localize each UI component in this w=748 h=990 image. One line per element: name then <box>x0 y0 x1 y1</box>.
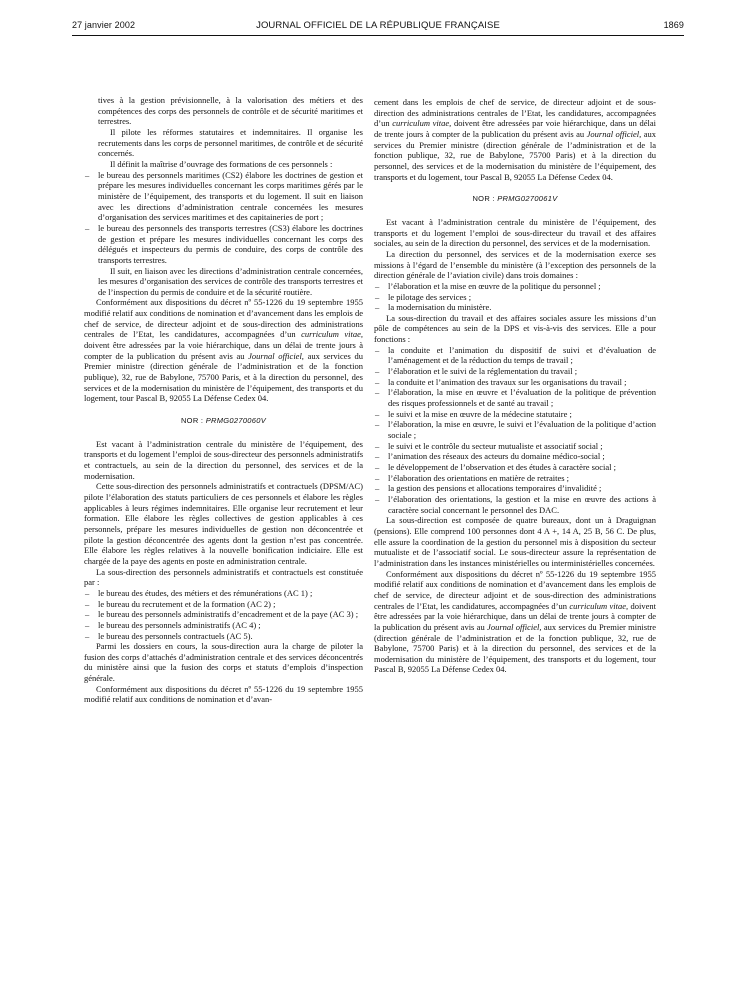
header-date: 27 janvier 2002 <box>72 20 136 30</box>
paragraph: Est vacant à l’administration centrale du ministère de l’équipement, des transports et du logement l’emploi de sous-directeur du travail et des affaires sociales, au sein de la direction du personnel, des services et de la modernisation. <box>374 216 656 249</box>
nor-reference <box>374 194 656 205</box>
list-item: – le bureau des personnels maritimes (CS2) élabore les doctrines de gestion et prépare les mesures individuelles concernant les corps maritimes gérés par le ministère de l’équipement, des transports et du logement. Il suit en liaison avec les directions d’administration centrale concernées les mesures d’organisation des services maritimes et des capitaineries de port ; <box>84 170 363 223</box>
header-rule <box>72 35 684 36</box>
list-item: – l’élaboration des orientations en matière de retraites ; <box>374 473 656 484</box>
text-run: Conformément aux dispositions du décret nº 55-1226 du 19 septembre 1955 modifié relatif aux conditions de nomination et d’avancement dans les emplois de chef de service, de directeur adjoint et de sous-direction des administrations centrales de l’Etat, les candidatures, accompagnées d’un <box>84 297 363 340</box>
text-run-italic: curriculum vitae, <box>392 118 452 129</box>
text-run: aux services du Premier ministre (direction générale de l’administration et de la fonction publique, 32, rue de Babylone, 75700 Paris) et à la direction du personnel, des services et de la modernisation du ministère de l’équipement, des transports et du logement, tour Pascal B, 92055 La Défense Cedex 04. <box>374 621 657 675</box>
text-run-italic: Journal officiel, <box>248 350 304 361</box>
text-run: doivent être adressées par la voie hiérarchique, dans un délai de trente jours à compter de la publication du présent avis au <box>374 600 657 632</box>
paragraph: La sous-direction du travail et des affaires sociales assure les missions d’un pôle de compétences au sein de la DPS et vis-à-vis des services. Elle a pour fonctions : <box>374 312 656 345</box>
paragraph: Il définit la maîtrise d’ouvrage des formations de ces personnels : <box>110 158 333 169</box>
list-item: – l’élaboration, la mise en œuvre et l’évaluation de la politique de prévention des risques professionnels et de santé au travail ; <box>374 387 656 408</box>
list-item: – le bureau des personnels administratifs d’encadrement et de la paye (AC 3) ; <box>84 609 363 620</box>
left-column <box>84 95 363 705</box>
text-run-italic: Journal officiel, <box>586 128 642 139</box>
list-item: – l’élaboration et la mise en œuvre de la politique du personnel ; <box>374 281 656 292</box>
header-page-number: 1869 <box>663 20 684 30</box>
nor-code: PRMG0270061V <box>497 194 558 204</box>
nor-label: NOR : <box>180 416 204 426</box>
paragraph: Cette sous-direction des personnels administratifs et contractuels (DPSM/AC) pilote l’élaboration des statuts particuliers de ces personnels et élabore les règles applicables à leurs régimes indemnitaires. Elle organise leur recrutement et leur formation. Elle élabore les règles collectives de gestion applicables à ces personnels, prépare les mesures individuelles de gestion non déconcentrée et pilote la gestion déconcentrée des agents dont la gestion n’est pas concentrée. Elle élabore les règles relatives à la nouvelle bonification indiciaire. Elle est chargée de la paye des agents en poste en administration centrale. <box>84 481 363 566</box>
paragraph <box>84 297 363 404</box>
right-column <box>374 97 656 675</box>
header-title: JOURNAL OFFICIEL DE LA RÉPUBLIQUE FRANÇAISE <box>256 20 500 31</box>
text-run-italic: curriculum vitae, <box>569 600 629 611</box>
text-run: doivent être adressées par voie hiérarchique, dans un délai de trente jours à compter de la publication du présent avis au <box>374 118 657 139</box>
nor-label: NOR : <box>472 194 495 204</box>
list-item: – le pilotage des services ; <box>374 292 656 303</box>
list-item: – l’élaboration, la mise en œuvre, le suivi et l’évaluation de la politique d’action sociale ; <box>374 419 656 440</box>
paragraph: La direction du personnel, des services et de la modernisation exerce ses missions à l’égard de l’ensemble du ministère (à l’exception des personnels de la direction générale de l’aviation civile) dans trois domaines : <box>374 248 656 281</box>
paragraph <box>374 569 656 676</box>
list-item: – la conduite et l’animation du dispositif de suivi et d’évaluation de l’aménagement et de la réduction du temps de travail ; <box>374 345 656 366</box>
list-item: – l’animation des réseaux des acteurs du domaine médico-social ; <box>374 451 656 462</box>
paragraph: Parmi les dossiers en cours, la sous-direction aura la charge de piloter la fusion des corps d’attachés d’administration centrale et des services déconcentrés du ministère ainsi que la fusion des corps et statuts d’emplois d’inspection générale. <box>84 641 363 684</box>
paragraph: tives à la gestion prévisionnelle, à la valorisation des métiers et des compétences des corps des personnels de contrôle et de sécurité maritimes et terrestres. <box>98 95 363 127</box>
paragraph: La sous-direction est composée de quatre bureaux, dont un à Draguignan (pensions). Elle comprend 100 personnes dont 4 A +, 14 A, 25 B, 56 C. De plus, elle assure la coordination de la gestion du personnel mis à disposition du secteur mutualiste et de l’associatif social. Le sous-directeur assure la représentation de l’administration dans les instances ministérielles ou interministérielles concernées. <box>374 515 656 568</box>
paragraph: Conformément aux dispositions du décret nº 55-1226 du 19 septembre 1955 modifié relatif aux conditions de nomination et d’avan- <box>84 683 363 705</box>
paragraph <box>374 97 656 182</box>
list-item: – la conduite et l’animation des travaux sur les organisations du travail ; <box>374 377 656 388</box>
text-run-italic: Journal officiel, <box>487 621 542 632</box>
text-run: cement dans les emplois de chef de service, de directeur adjoint et de sous-direction des administrations centrales de l’Etat, les candidatures, accompagnées d’un <box>374 97 656 129</box>
text-run: aux services du Premier ministre (direction générale de l’administration et de la fonction publique), 32, rue de Babylone, 75700 Paris, et à la direction du personnel, des services et de la modernisation du ministère de l’équipement, des transports et du logement, tour Pascal B, 92055 La Défense Cedex 04. <box>84 350 364 404</box>
nor-reference <box>84 416 363 427</box>
list-item: – le bureau des personnels administratifs (AC 4) ; <box>84 620 363 631</box>
text-run-italic: curriculum vitae, <box>301 329 364 340</box>
paragraph: Est vacant à l’administration centrale du ministère de l’équipement, des transports et du logement l’emploi de sous-directeur des personnels administratifs et contractuels, au sein de la direction du personnel, des services et de la modernisation. <box>84 438 363 481</box>
list-item: – la modernisation du ministère. <box>374 302 656 313</box>
page-header <box>72 20 684 34</box>
list-item: – le bureau des personnels contractuels (AC 5). <box>84 631 363 642</box>
paragraph: Il suit, en liaison avec les directions d’administration centrale concernées, les mesures d’organisation des services de contrôle des transports terrestres et de l’inspection du permis de conduire et de la sécurité routière. <box>98 265 363 297</box>
list-item: – le suivi et le contrôle du secteur mutualiste et associatif social ; <box>374 441 656 452</box>
list-item: – l’élaboration des orientations, la gestion et la mise en œuvre des actions à caractère social concernant le personnel des DAC. <box>374 494 656 515</box>
text-run: Conformément aux dispositions du décret nº 55-1226 du 19 septembre 1955 modifié relatif aux conditions de nomination et d’avancement dans les emplois de chef de service, de directeur adjoint et de sous-direction des administrations centrales de l’Etat, les candidatures, accompagnées d’un <box>374 568 656 611</box>
list-item: – la gestion des pensions et allocations temporaires d’invalidité ; <box>374 483 656 494</box>
list-item: – le bureau des personnels des transports terrestres (CS3) élabore les doctrines de gestion et prépare les mesures individuelles concernant les corps des délégués et inspecteurs du permis de conduire, des corps de contrôle des transports terrestres. <box>84 223 363 266</box>
paragraph: Il pilote les réformes statutaires et indemnitaires. Il organise les recrutements dans les corps de personnel maritimes, de contrôle et de sécurité concernés. <box>98 126 363 159</box>
list-item: – le bureau du recrutement et de la formation (AC 2) ; <box>84 599 363 610</box>
text-run: aux services du Premier ministre (direction générale de l’administration et de la fonction publique, 32, rue de Babylone, 75700 Paris) et à la direction du personnel, des services et de la modernisation du ministère de l’équipement, des transports et du logement, tour Pascal B, 92055 La Défense Cedex 04. <box>374 128 657 182</box>
text-run: doivent être adressées par la voie hiérarchique, dans un délai de trente jours à compter de la publication du présent avis au <box>84 340 363 361</box>
list-item: – l’élaboration et le suivi de la réglementation du travail ; <box>374 366 656 377</box>
paragraph: La sous-direction des personnels administratifs et contractuels est constituée par : <box>84 566 363 588</box>
list-item: – le bureau des études, des métiers et des rémunérations (AC 1) ; <box>84 588 363 599</box>
list-item: – le développement de l’observation et des études à caractère social ; <box>374 462 656 473</box>
nor-code: PRMG0270060V <box>205 416 267 426</box>
list-item: – le suivi et la mise en œuvre de la médecine statutaire ; <box>374 409 656 420</box>
